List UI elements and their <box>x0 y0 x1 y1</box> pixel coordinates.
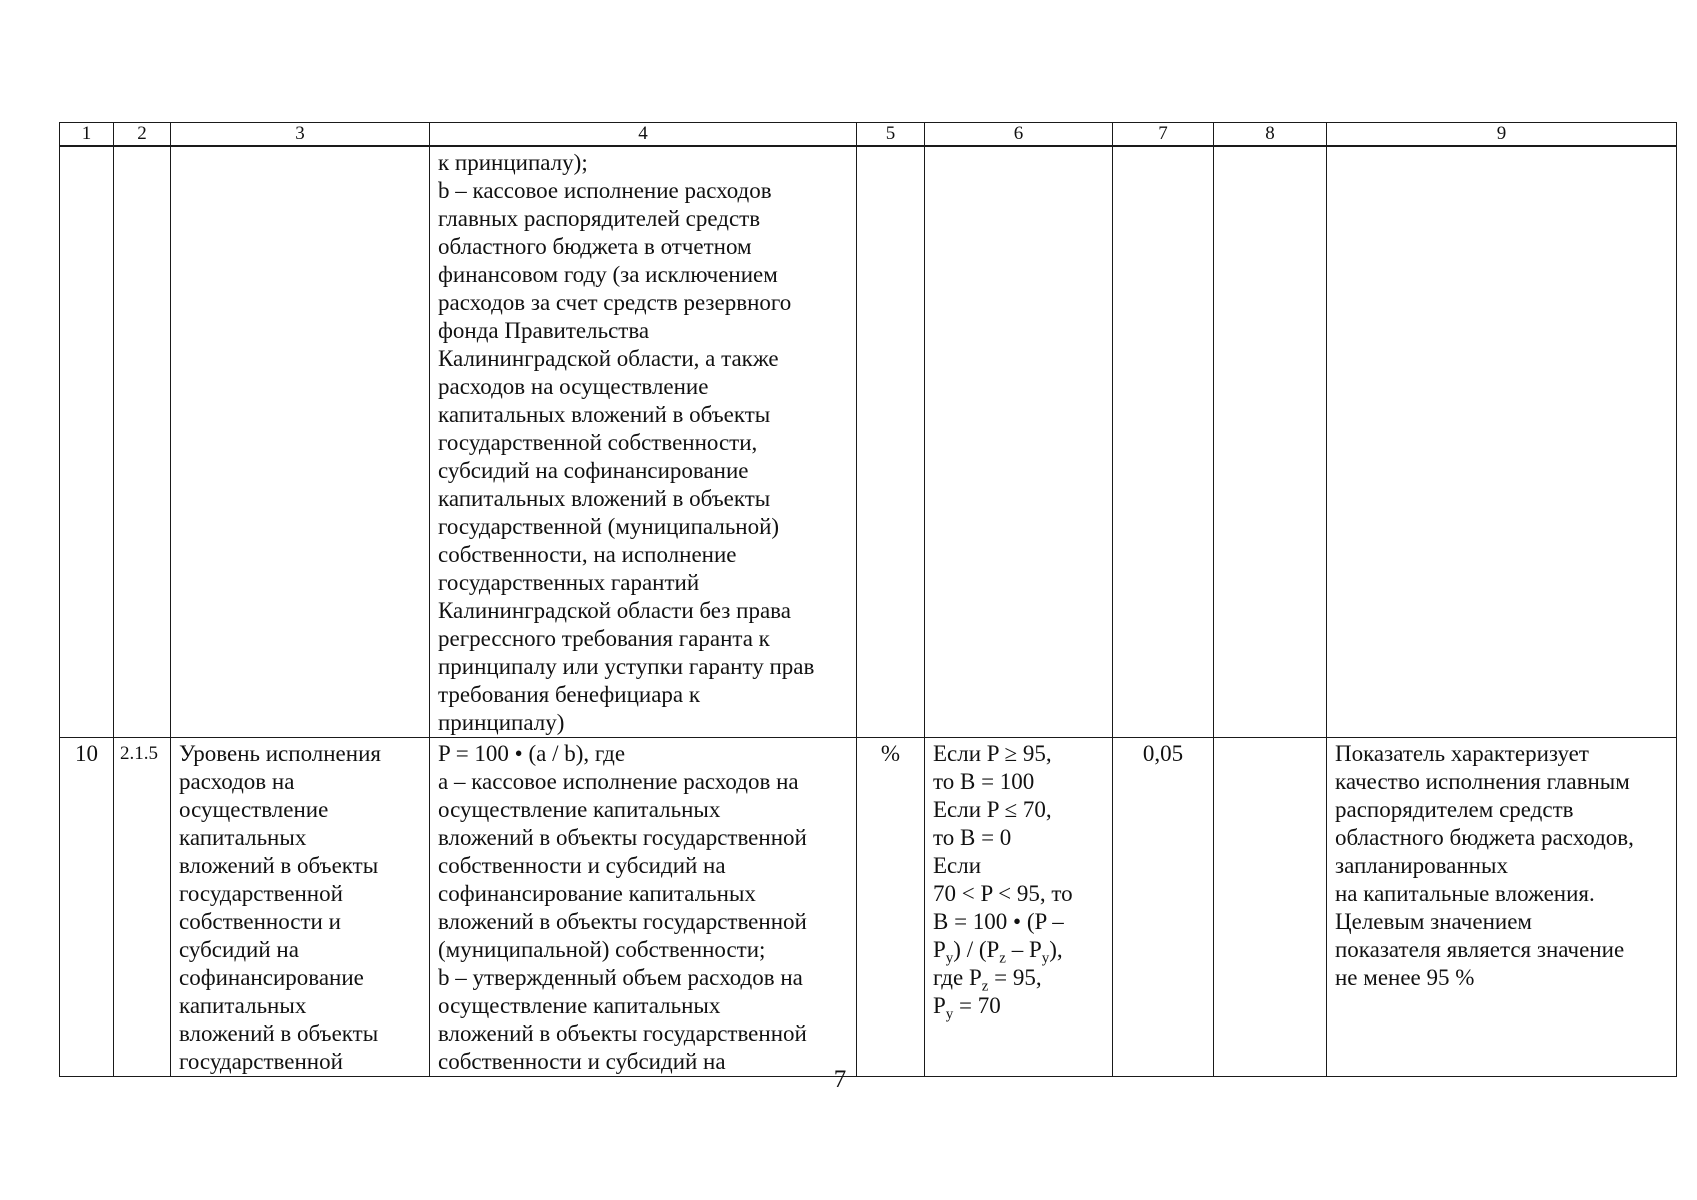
indicator-name-line: субсидий на <box>179 937 299 962</box>
column-number-9: 9 <box>1327 123 1677 147</box>
indicator-name-line: капитальных <box>179 825 307 850</box>
indicator-code-cell <box>114 738 171 1077</box>
page-number: 7 <box>833 1066 847 1093</box>
column-8-cell <box>1214 738 1327 1077</box>
column-number-2: 2 <box>114 123 171 147</box>
scoring-line: то B = 100 <box>933 769 1035 794</box>
column-number-1: 1 <box>60 123 114 147</box>
indicator-code: 2.1.5 <box>120 743 158 764</box>
subscript-z: z <box>981 978 989 995</box>
indicator-name-line: Уровень исполнения <box>179 741 381 766</box>
scoring-fragment: где P <box>933 965 982 990</box>
unit-of-measure: % <box>880 741 901 766</box>
column-number-8: 8 <box>1214 123 1327 147</box>
scoring-fragment: = 70 <box>953 993 1001 1018</box>
indicator-name-line: софинансирование <box>179 965 364 990</box>
column-number-4: 4 <box>430 123 857 147</box>
indicator-formula-cell <box>430 738 857 1077</box>
scoring-fragment: = 95, <box>988 965 1042 990</box>
formula-line: фонда Правительства <box>438 318 650 343</box>
scoring-line <box>933 992 1104 1023</box>
indicator-name <box>171 738 429 1076</box>
formula-line: b – утвержденный объем расходов на <box>438 965 803 990</box>
formula-line: P = 100 • (a / b), где <box>438 741 626 766</box>
indicator-name-line: вложений в объекты <box>179 1021 379 1046</box>
description-line: распорядителем средств <box>1335 797 1574 822</box>
formula-line: собственности и субсидий на <box>438 853 726 878</box>
continuation-cell-2 <box>114 146 171 738</box>
continuation-cell-9 <box>1327 146 1677 738</box>
description-line: показателя является значение <box>1335 937 1625 962</box>
continuation-cell-3 <box>171 146 430 738</box>
indicator-description <box>1327 738 1676 992</box>
scoring-line: Если P ≥ 95, <box>933 741 1052 766</box>
scoring-line: Если <box>933 853 982 878</box>
description-cell <box>1327 738 1677 1077</box>
formula-line: к принципалу); <box>438 150 588 175</box>
row-number: 10 <box>75 741 98 766</box>
description-line: Целевым значением <box>1335 909 1532 934</box>
scoring-line: 70 < P < 95, то <box>933 881 1073 906</box>
weight-value: 0,05 <box>1142 741 1184 766</box>
scoring-fragment: ) / (P <box>953 937 1000 962</box>
continuation-cell-5 <box>857 146 925 738</box>
column-number-3: 3 <box>171 123 430 147</box>
continuation-cell-7 <box>1113 146 1214 738</box>
formula-line: регрессного требования гаранта к <box>438 626 770 651</box>
continuation-cell-1 <box>60 146 114 738</box>
formula-line: государственных гарантий <box>438 570 700 595</box>
formula-line: вложений в объекты государственной <box>438 825 807 850</box>
scoring-line <box>933 936 1104 967</box>
indicators-table <box>59 122 1677 1077</box>
formula-line: a – кассовое исполнение расходов на <box>438 769 799 794</box>
formula-line: Калининградской области, а также <box>438 346 779 371</box>
indicator-name-line: государственной <box>179 1049 343 1074</box>
formula-line: расходов на осуществление <box>438 374 709 399</box>
formula-line: капитальных вложений в объекты <box>438 486 771 511</box>
column-number-5: 5 <box>857 123 925 147</box>
scoring-cell <box>925 738 1113 1077</box>
weight-cell <box>1113 738 1214 1077</box>
indicator-name-line: осуществление <box>179 797 329 822</box>
indicator-formula <box>430 738 856 1076</box>
column-number-header-row <box>60 123 1677 147</box>
continuation-cell-8 <box>1214 146 1327 738</box>
continuation-formula-text <box>430 147 856 737</box>
description-line: запланированных <box>1335 853 1508 878</box>
subscript-y: y <box>1041 950 1050 967</box>
formula-line: требования бенефициара к <box>438 682 701 707</box>
scoring-line: B = 100 • (P – <box>933 909 1064 934</box>
continuation-cell-6 <box>925 146 1113 738</box>
formula-line: Калининградской области без права <box>438 598 791 623</box>
formula-line: софинансирование капитальных <box>438 881 756 906</box>
formula-line: (муниципальной) собственности; <box>438 937 766 962</box>
subscript-z: z <box>999 950 1006 967</box>
indicator-name-line: собственности и <box>179 909 341 934</box>
subscript-y: y <box>945 1006 954 1023</box>
scoring-line: то B = 0 <box>933 825 1012 850</box>
scoring-fragment: – P <box>1005 937 1042 962</box>
formula-line: расходов за счет средств резервного <box>438 290 792 315</box>
scoring-fragment: P <box>933 937 946 962</box>
description-line: не менее 95 % <box>1335 965 1475 990</box>
column-number-7: 7 <box>1113 123 1214 147</box>
formula-line: вложений в объекты государственной <box>438 1021 807 1046</box>
formula-line: собственности, на исполнение <box>438 542 737 567</box>
continuation-formula-cell <box>430 146 857 738</box>
indicator-name-cell <box>171 738 430 1077</box>
column-8-value <box>1214 738 1326 740</box>
scoring-fragment: ), <box>1049 937 1063 962</box>
formula-line: осуществление капитальных <box>438 993 721 1018</box>
formula-line: принципалу) <box>438 710 565 735</box>
indicator-name-line: вложений в объекты <box>179 853 379 878</box>
formula-line: финансовом году (за исключением <box>438 262 778 287</box>
description-line: качество исполнения главным <box>1335 769 1630 794</box>
formula-line: капитальных вложений в объекты <box>438 402 771 427</box>
formula-line: b – кассовое исполнение расходов <box>438 178 772 203</box>
row-number-cell <box>60 738 114 1077</box>
formula-line: главных распорядителей средств <box>438 206 761 231</box>
scoring-line: Если P ≤ 70, <box>933 797 1052 822</box>
scoring-line <box>933 964 1104 995</box>
indicator-name-line: расходов на <box>179 769 295 794</box>
indicator-name-line: государственной <box>179 881 343 906</box>
description-line: Показатель характеризует <box>1335 741 1589 766</box>
table-row-10 <box>60 738 1677 1077</box>
formula-line: областного бюджета в отчетном <box>438 234 752 259</box>
column-number-6: 6 <box>925 123 1113 147</box>
indicator-name-line: капитальных <box>179 993 307 1018</box>
formula-line: государственной собственности, <box>438 430 758 455</box>
formula-line: осуществление капитальных <box>438 797 721 822</box>
description-line: на капитальные вложения. <box>1335 881 1595 906</box>
description-line: областного бюджета расходов, <box>1335 825 1634 850</box>
scoring-rules <box>925 738 1112 1023</box>
formula-line: субсидий на софинансирование <box>438 458 749 483</box>
unit-cell <box>857 738 925 1077</box>
formula-line: принципалу или уступки гаранту прав <box>438 654 815 679</box>
subscript-y: y <box>945 950 954 967</box>
formula-line: вложений в объекты государственной <box>438 909 807 934</box>
formula-line: собственности и субсидий на <box>438 1049 726 1074</box>
scoring-fragment: P <box>933 993 946 1018</box>
table-row-continuation <box>60 146 1677 738</box>
formula-line: государственной (муниципальной) <box>438 514 780 539</box>
